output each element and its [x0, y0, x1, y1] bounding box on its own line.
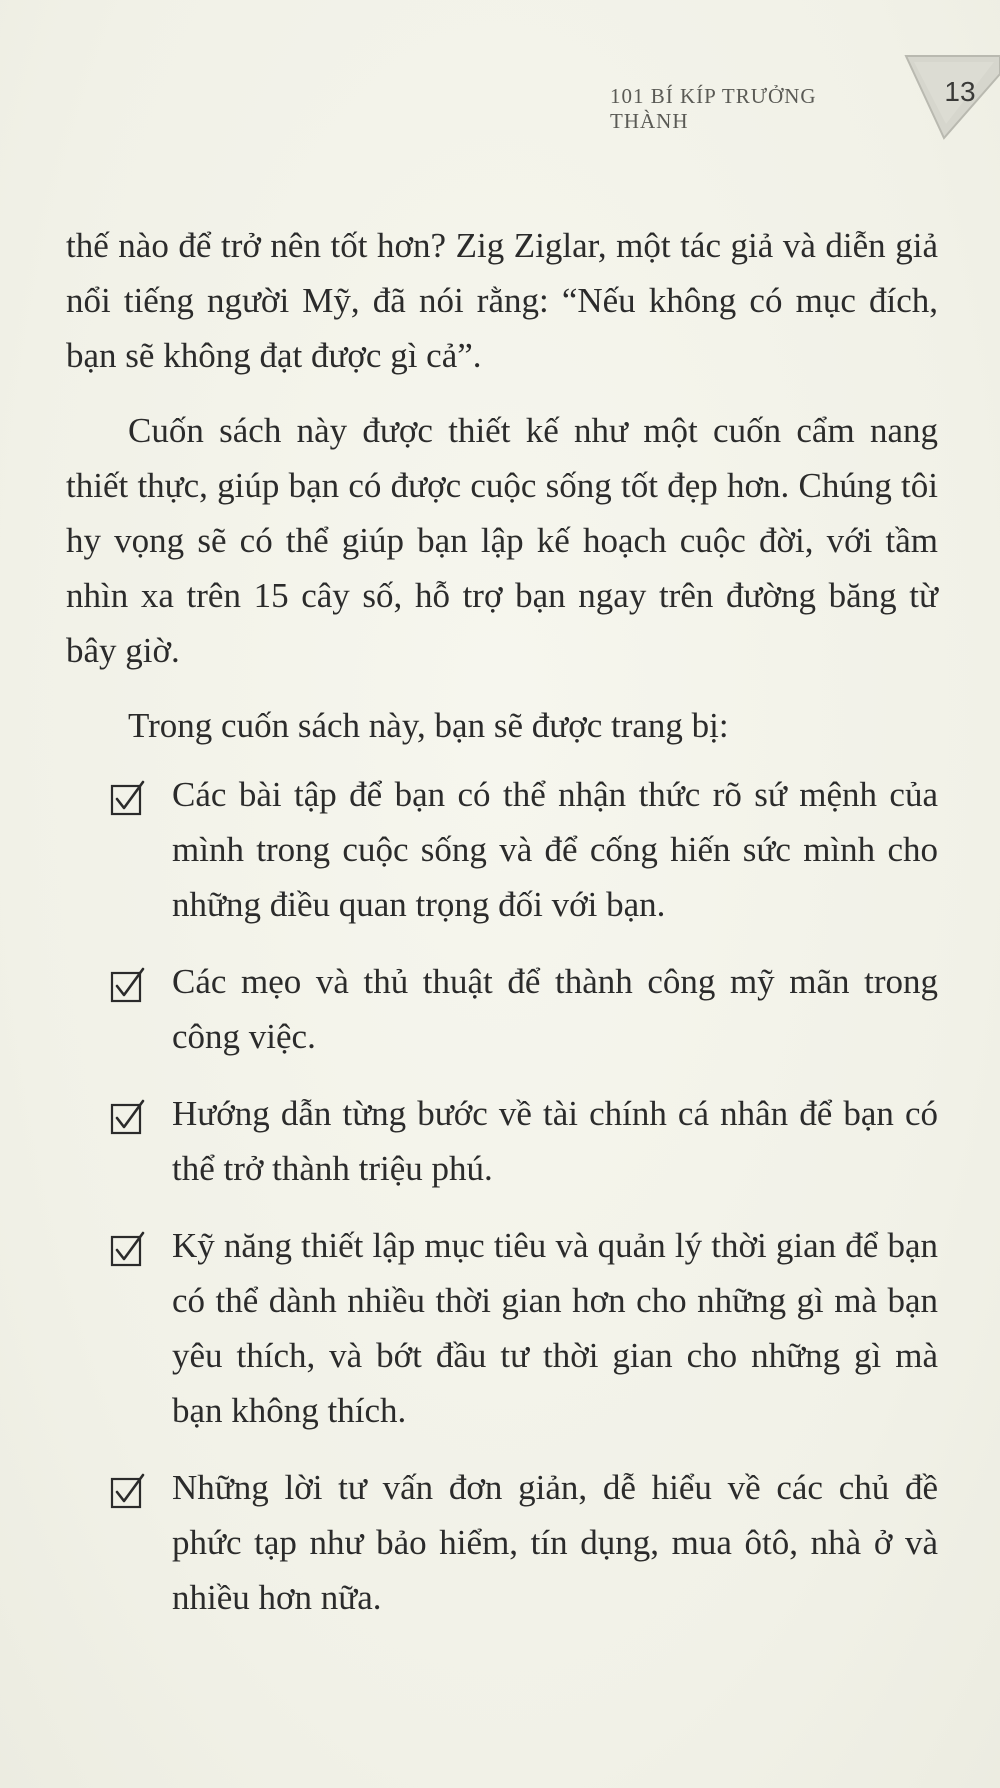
list-item-text: Các bài tập để bạn có thể nhận thức rõ sứ mệnh của mình trong cuộc sống và để cống hiến sức mình cho những điều quan trọng đối với bạn.	[172, 775, 938, 924]
checked-box-icon	[110, 964, 146, 1000]
list-item	[66, 767, 938, 932]
checked-box-icon	[110, 1470, 146, 1506]
paragraph-2: Cuốn sách này được thiết kế như một cuốn cẩm nang thiết thực, giúp bạn có được cuộc sống tốt đẹp hơn. Chúng tôi hy vọng sẽ có thể giúp bạn lập kế hoạch cuộc đời, với tầm nhìn xa trên 15 cây số, hỗ trợ bạn ngay trên đường băng từ bây giờ.	[66, 411, 938, 670]
list-item-text: Các mẹo và thủ thuật để thành công mỹ mãn trong công việc.	[172, 962, 938, 1056]
list-item-text: Những lời tư vấn đơn giản, dễ hiểu về các chủ đề phức tạp như bảo hiểm, tín dụng, mua ôtô, nhà ở và nhiều hơn nữa.	[172, 1468, 938, 1617]
checked-box-icon	[110, 777, 146, 813]
page-number: 13	[944, 76, 976, 107]
checked-box-icon	[110, 1096, 146, 1132]
list-item	[66, 1460, 938, 1625]
checked-box-icon	[110, 1228, 146, 1264]
list-item-text: Kỹ năng thiết lập mục tiêu và quản lý thời gian để bạn có thể dành nhiều thời gian hơn cho những gì mà bạn yêu thích, và bớt đầu tư thời gian cho những gì mà bạn không thích.	[172, 1226, 938, 1430]
list-item-text: Hướng dẫn từng bước về tài chính cá nhân để bạn có thể trở thành triệu phú.	[172, 1094, 938, 1188]
list-item	[66, 954, 938, 1064]
running-head-title: 101 BÍ KÍP TRƯỞNG THÀNH	[610, 84, 817, 133]
paragraph-1: thế nào để trở nên tốt hơn? Zig Ziglar, một tác giả và diễn giả nổi tiếng người Mỹ, đã nói rằng: “Nếu không có mục đích, bạn sẽ không đạt được gì cả”.	[66, 226, 938, 375]
body-text	[66, 218, 938, 1647]
paragraph-3: Trong cuốn sách này, bạn sẽ được trang bị:	[128, 706, 729, 745]
checklist	[66, 767, 938, 1625]
list-item	[66, 1218, 938, 1438]
list-item	[66, 1086, 938, 1196]
